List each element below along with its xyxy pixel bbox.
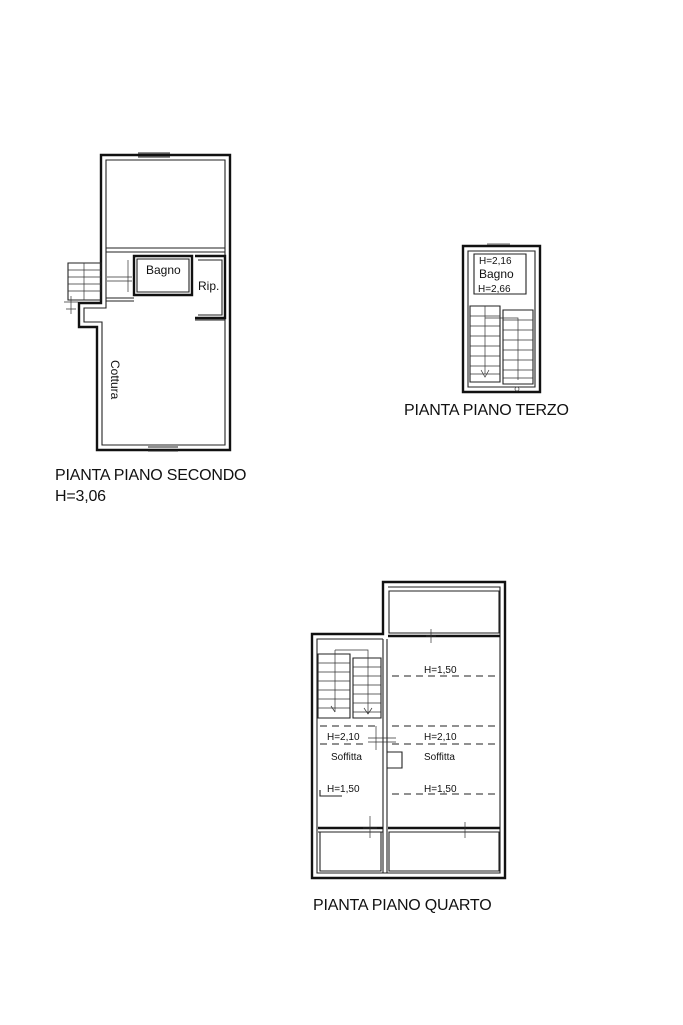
fourth-floor-room-soffitta-left: Soffitta <box>331 752 362 763</box>
room-label-cottura: Cottura <box>108 360 122 400</box>
fourth-floor-height-left-mid: H=2,10 <box>327 732 360 743</box>
third-floor-caption: PIANTA PIANO TERZO <box>404 402 569 419</box>
fourth-floor-height-left-bottom: H=1,50 <box>327 784 360 795</box>
third-floor-height-top: H=2,16 <box>479 256 512 267</box>
fourth-floor-stair <box>318 650 381 718</box>
second-floor-walls <box>79 153 230 451</box>
fourth-floor-walls <box>312 582 505 878</box>
fourth-floor-height-right-bottom: H=1,50 <box>424 784 457 795</box>
fourth-floor-caption: PIANTA PIANO QUARTO <box>313 897 492 914</box>
second-floor-stair <box>64 263 101 314</box>
room-label-bagno: Bagno <box>146 263 181 277</box>
third-floor-plan <box>463 244 540 392</box>
second-floor-plan <box>64 153 230 451</box>
third-floor-room-bagno: Bagno <box>479 267 514 281</box>
room-label-rip: Rip. <box>198 279 220 293</box>
third-floor-height-bottom: H=2,66 <box>478 284 511 295</box>
fourth-floor-height-right-top: H=1,50 <box>424 665 457 676</box>
fourth-floor-plan <box>312 582 505 878</box>
second-floor-height-caption: H=3,06 <box>55 488 106 505</box>
fourth-floor-room-soffitta-right: Soffitta <box>424 752 455 763</box>
second-floor-caption: PIANTA PIANO SECONDO <box>55 467 247 484</box>
third-floor-stair <box>470 306 533 391</box>
fourth-floor-height-right-mid: H=2,10 <box>424 732 457 743</box>
